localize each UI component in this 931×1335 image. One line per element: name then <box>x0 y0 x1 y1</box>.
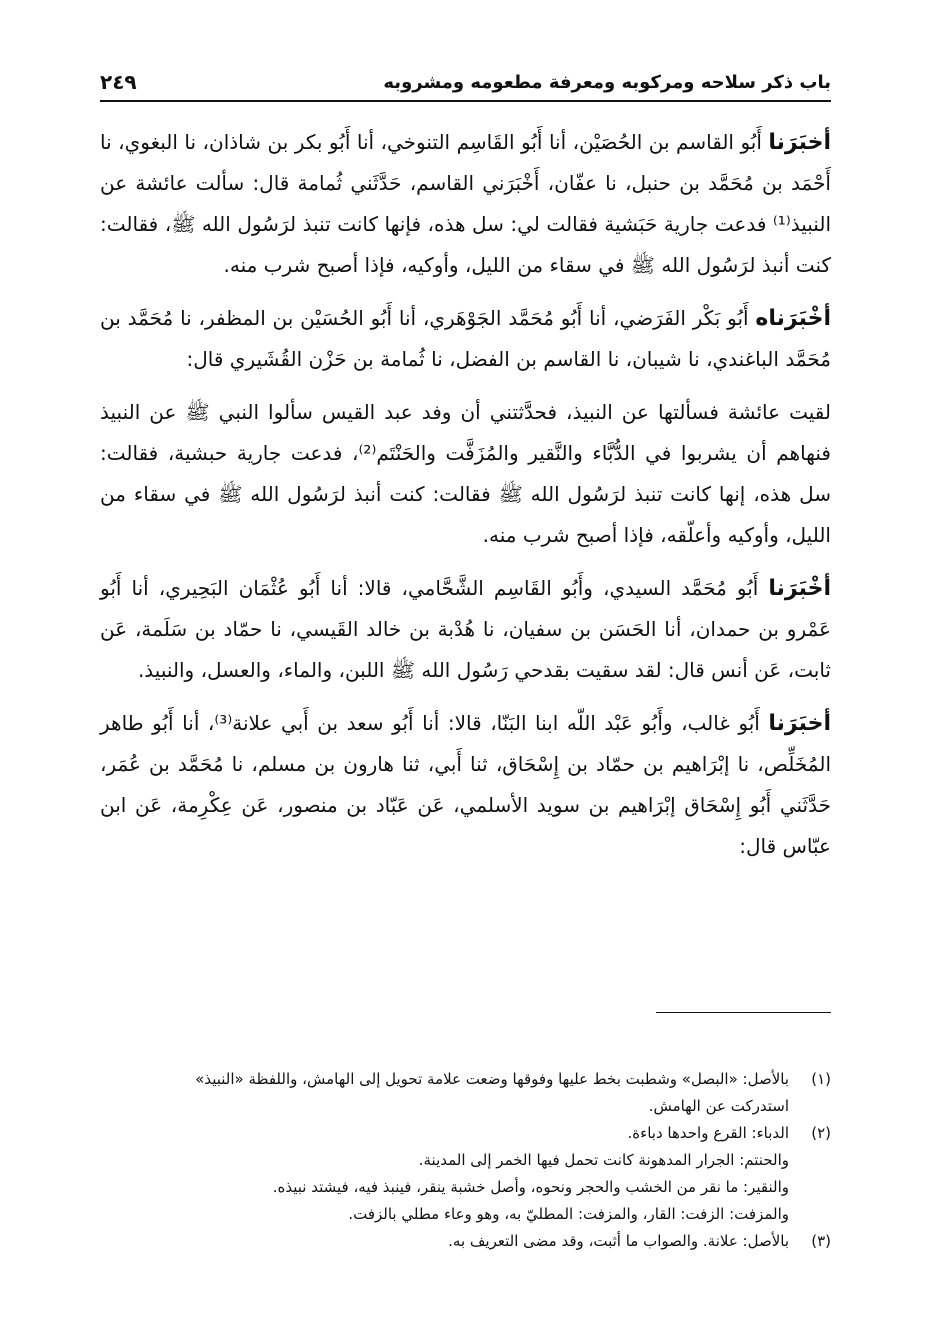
narration-lead: أخْبَرَناه <box>755 306 831 331</box>
footnote-line: بالأصل: «البصل» وشطبت بخط عليها وفوقها وضعت علامة تحويل إلى الهامش، واللفظة «النبيذ» <box>195 1070 789 1088</box>
footnote-line: استدركت عن الهامش. <box>648 1097 789 1115</box>
footnote-line: والنقير: ما نقر من الخشب والحجر ونحوه، وأصل خشبة ينقر، فينبذ فيه، فيشتد نبيذه. <box>272 1178 789 1196</box>
footnote-line: الدباء: القرع واحدها دباءة. <box>627 1124 789 1142</box>
footnote-divider <box>656 1012 831 1013</box>
footnote-text <box>100 1120 789 1228</box>
paragraph-2 <box>100 298 831 380</box>
paragraph-text: أَبُو القاسم بن الحُصَيْن، أنا أَبُو القَاسِم التنوخي، أنا أَبُو بكر بن شاذان، نا البغوي، نا أَحْمَد بن مُحَمَّد بن حنبل، نا عفّان، أَخْبَرَني القاسم، حَدَّثَني ثُمامة قال: سألت عائشة عن النبيذ⁽¹⁾ فدعت جارية حَبَشية فقالت لي: سل هذه، فإنها كانت تنبذ لرَسُول الله ﷺ، فقالت: كنت أنبذ لرَسُول الله ﷺ في سقاء من الليل، وأوكيه، فإذا أصبح شرب منه. <box>100 130 831 277</box>
footnote-line: والحنتم: الجرار المدهونة كانت تحمل فيها الخمر إلى المدينة. <box>418 1151 789 1169</box>
footnote-number: (٣) <box>811 1232 831 1250</box>
page-header <box>100 66 831 102</box>
paragraph-text: أَبُو غالب، وأَبُو عَبْد اللّه ابنا البَنّا، قالا: أنا أَبُو سعد بن أَبي علانة⁽³⁾، أنا أَبُو طاهر المُخَلِّص، نا إبْرَاهيم بن حمّاد بن إِسْحَاق، ثنا أَبي، ثنا هارون بن مسلم، نا مُحَمَّد بن عُمَر، حَدَّثَني أَبُو إِسْحَاق إبْرَاهيم بن سويد الأسلمي، عَن عَبّاد بن منصور، عَن عِكْرِمة، عَن ابن عبّاس قال: <box>100 711 831 858</box>
paragraph-text: أَبُو مُحَمَّد السيدي، وأَبُو القَاسِم الشَّحَّامي، قالا: أنا أَبُو عُثْمَان البَحِيري، أنا أَبُو عَمْرو بن حمدان، أنا الحَسَن بن سفيان، نا هُدْبة بن خالد القَيسي، نا حمّاد بن سَلَمة، عَن ثابت، عَن أنس قال: لقد سقيت بقدحي رَسُول الله ﷺ اللبن، والماء، والعسل، والنبيذ. <box>100 576 831 682</box>
footnotes <box>100 1066 831 1255</box>
footnote-number: (١) <box>811 1070 831 1088</box>
paragraph-1 <box>100 122 831 286</box>
footnote-line: بالأصل: علانة. والصواب ما أثبت، وقد مضى التعريف به. <box>448 1232 789 1250</box>
footnote-text <box>100 1066 789 1120</box>
narration-lead: أخْبَرَنا <box>768 576 831 601</box>
page-number: ٢٤٩ <box>100 70 137 94</box>
paragraph-5 <box>100 703 831 867</box>
paragraph-text: لقيت عائشة فسألتها عن النبيذ، فحدَّثتني أن وفد عبد القيس سألوا النبي ﷺ عن النبيذ فنهاهم أن يشربوا في الدُّبَّاء والنَّقير والمُزَفَّت والحَنْتَم⁽²⁾، فدعت جارية حبشية، فقالت: سل هذه، إنها كانت تنبذ لرَسُول الله ﷺ فقالت: كنت أنبذ لرَسُول الله ﷺ في سقاء من الليل، وأوكيه وأعلّقه، فإذا أصبح شرب منه. <box>100 400 831 547</box>
running-title: باب ذكر سلاحه ومركوبه ومعرفة مطعومه ومشروبه <box>383 72 831 93</box>
narration-lead: أخبَرَنا <box>768 130 831 155</box>
main-text <box>100 122 831 879</box>
footnote-number: (٢) <box>811 1124 831 1142</box>
paragraph-4 <box>100 568 831 691</box>
footnote-1 <box>100 1066 831 1120</box>
footnote-text <box>100 1228 789 1255</box>
narration-lead: أخبَرَنا <box>768 711 831 736</box>
footnote-line: والمزفت: الزفت: القار، والمزفت: المطليّ به، وهو وعاء مطلي بالزفت. <box>348 1205 789 1223</box>
paragraph-3 <box>100 392 831 556</box>
paragraph-text: أَبُو بَكْر الفَرَضي، أنا أَبُو مُحَمَّد الجَوْهَري، أنا أَبُو الحُسَيْن بن المظفر، نا مُحَمَّد بن مُحَمَّد الباغندي، نا شيبان، نا القاسم بن الفضل، نا ثُمامة بن حَزْن القُشَيري قال: <box>100 306 831 371</box>
footnote-3 <box>100 1228 831 1255</box>
footnote-2 <box>100 1120 831 1228</box>
